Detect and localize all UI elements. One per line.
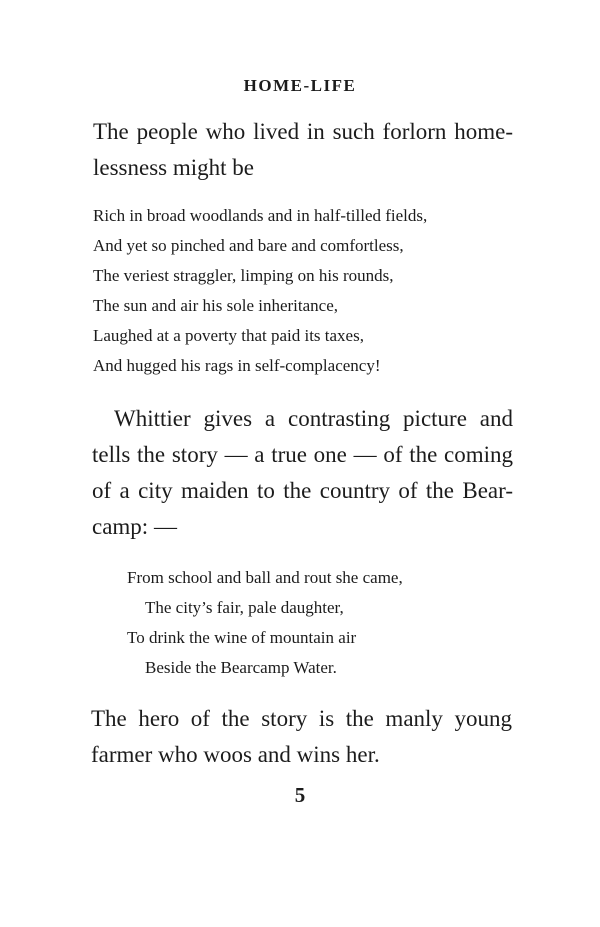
text-line: farmer who woos and wins her.: [91, 742, 380, 767]
page-number: 5: [294, 783, 306, 807]
text-line: tells the story — a true one — of the coming: [92, 442, 513, 467]
verse-line: From school and ball and rout she came,: [127, 568, 403, 587]
verse-line: Laughed at a poverty that paid its taxes,: [93, 326, 364, 345]
verse-line: The sun and air his sole inheritance,: [93, 296, 339, 315]
text-line: Whittier gives a contrasting picture and: [114, 406, 513, 431]
paragraph-hero: [91, 701, 512, 773]
text-line: lessness might be: [93, 155, 254, 180]
verse-line: Rich in broad woodlands and in half-tilled fields,: [93, 206, 428, 225]
verse-line: Beside the Bearcamp Water.: [145, 658, 337, 677]
verse-line: The city’s fair, pale daughter,: [145, 598, 344, 617]
running-head: HOME-LIFE: [243, 76, 357, 95]
text-line: of a city maiden to the country of the Bear-: [92, 478, 513, 503]
verse-line: And yet so pinched and bare and comfortless,: [93, 236, 404, 255]
text-line: The hero of the story is the manly young: [91, 706, 512, 731]
verse-line: And hugged his rags in self-complacency!: [93, 356, 381, 375]
verse-line: The veriest straggler, limping on his rounds,: [93, 266, 394, 285]
text-line: camp: —: [92, 514, 177, 539]
verse-quotation-2: [127, 563, 403, 683]
text-line: The people who lived in such forlorn home-: [93, 119, 513, 144]
paragraph-whittier: [92, 401, 513, 545]
paragraph-intro: [93, 114, 513, 186]
verse-quotation-1: [93, 201, 427, 381]
verse-line: To drink the wine of mountain air: [127, 628, 357, 647]
